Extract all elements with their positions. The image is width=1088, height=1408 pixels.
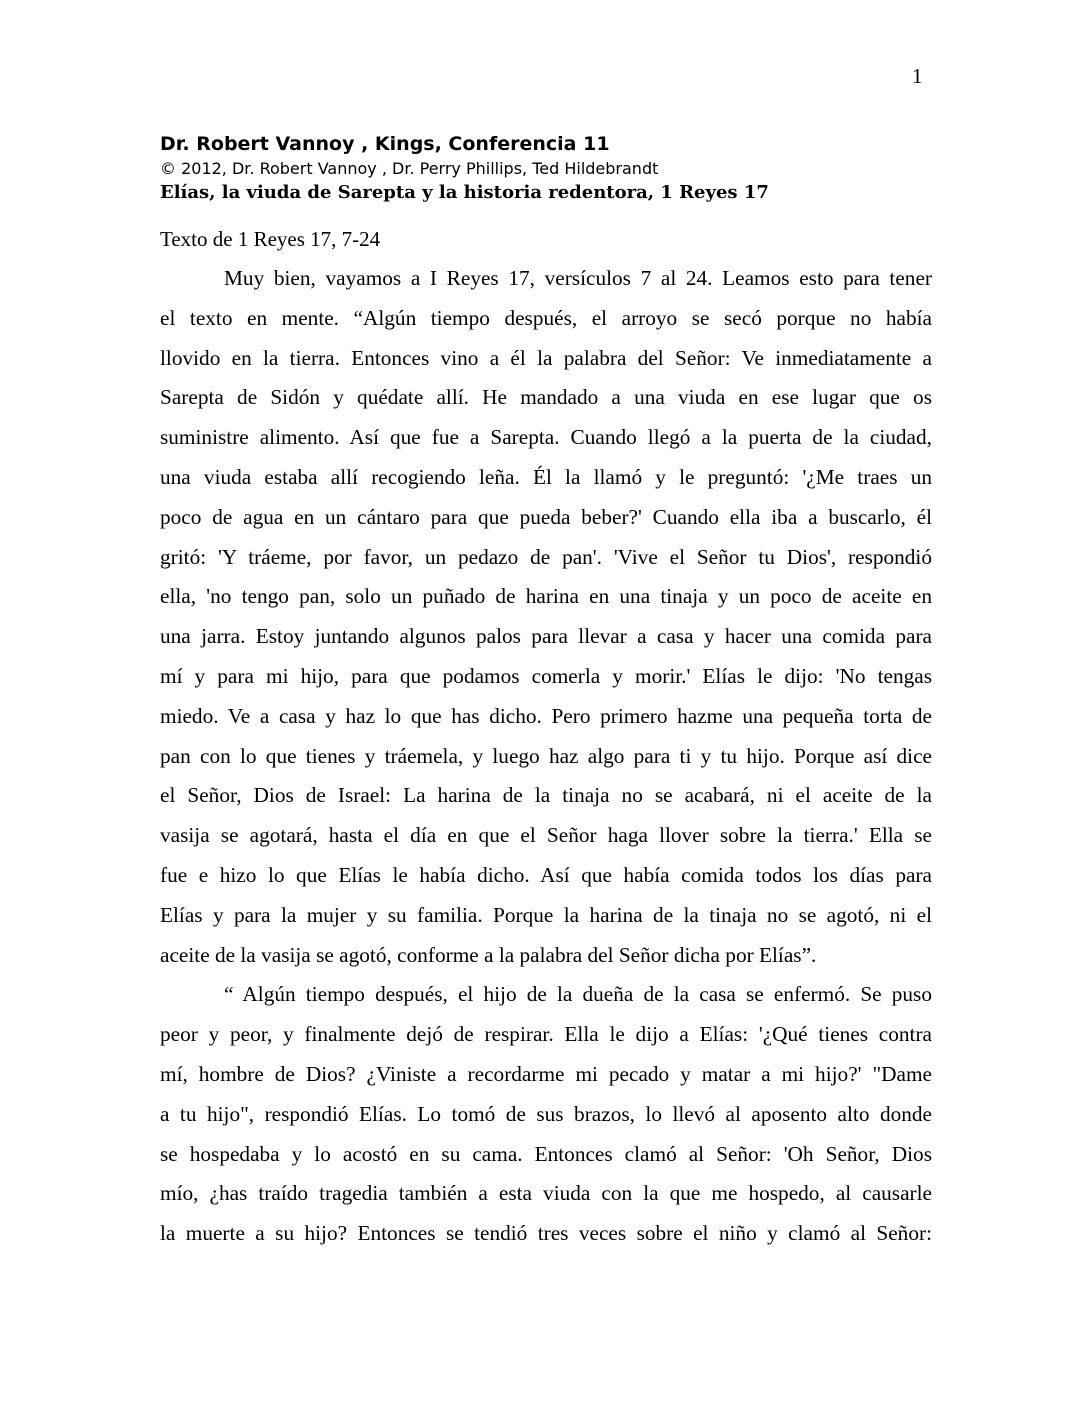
paragraph-line: se hospedaba y lo acostó en su cama. Entonces clamó al Señor: 'Oh Señor, Dios — [160, 1141, 932, 1166]
paragraph-line: Sarepta de Sidón y quédate allí. He mandado a una viuda en ese lugar que os — [160, 385, 932, 410]
paragraph-1 — [160, 259, 932, 975]
paragraph-line: poco de agua en un cántaro para que pueda beber?' Cuando ella iba a buscarlo, él — [160, 504, 932, 529]
paragraph-line: mí, hombre de Dios? ¿Viniste a recordarme mi pecado y matar a mi hijo?' "Dame — [160, 1061, 932, 1086]
copyright-line: © 2012, Dr. Robert Vannoy , Dr. Perry Phillips, Ted Hildebrandt — [160, 159, 659, 178]
paragraph-line: aceite de la vasija se agotó, conforme a la palabra del Señor dicha por Elías”. — [160, 942, 817, 967]
paragraph-line: a tu hijo", respondió Elías. Lo tomó de sus brazos, lo llevó al aposento alto donde — [160, 1101, 932, 1126]
paragraph-line: fue e hizo lo que Elías le había dicho. Así que había comida todos los días para — [160, 862, 932, 887]
page-number: 1 — [912, 64, 923, 88]
paragraph-line: una jarra. Estoy juntando algunos palos para llevar a casa y hacer una comida para — [160, 624, 932, 649]
paragraph-line: la muerte a su hijo? Entonces se tendió tres veces sobre el niño y clamó al Señor: — [160, 1221, 932, 1246]
paragraph-line: peor y peor, y finalmente dejó de respirar. Ella le dijo a Elías: '¿Qué tienes contra — [160, 1022, 932, 1047]
paragraph-line: miedo. Ve a casa y haz lo que has dicho. Pero primero hazme una pequeña torta de — [160, 703, 932, 728]
document-body — [160, 259, 932, 1254]
paragraph-line: Elías y para la mujer y su familia. Porque la harina de la tinaja no se agotó, ni el — [160, 902, 932, 927]
paragraph-2 — [160, 975, 932, 1254]
paragraph-line: ella, 'no tengo pan, solo un puñado de harina en una tinaja y un poco de aceite en — [160, 584, 932, 609]
paragraph-line: mío, ¿has traído tragedia también a esta viuda con la que me hospedo, al causarle — [160, 1181, 932, 1206]
paragraph-line: vasija se agotará, hasta el día en que el Señor haga llover sobre la tierra.' Ella se — [160, 823, 932, 848]
paragraph-line: “ Algún tiempo después, el hijo de la dueña de la casa se enfermó. Se puso — [224, 982, 932, 1007]
paragraph-line: el texto en mente. “Algún tiempo después, el arroyo se secó porque no había — [160, 305, 932, 330]
scripture-reference: Texto de 1 Reyes 17, 7-24 — [160, 227, 381, 251]
paragraph-line: suministre alimento. Así que fue a Sarepta. Cuando llegó a la puerta de la ciudad, — [160, 425, 932, 450]
paragraph-line: mí y para mi hijo, para que podamos comerla y morir.' Elías le dijo: 'No tengas — [160, 663, 932, 688]
paragraph-line: llovido en la tierra. Entonces vino a él la palabra del Señor: Ve inmediatamente a — [160, 345, 932, 370]
paragraph-line: el Señor, Dios de Israel: La harina de la tinaja no se acabará, ni el aceite de la — [160, 783, 932, 808]
paragraph-line: pan con lo que tienes y tráemela, y luego haz algo para ti y tu hijo. Porque así dice — [160, 743, 932, 768]
paragraph-line: Muy bien, vayamos a I Reyes 17, versículos 7 al 24. Leamos esto para tener — [224, 266, 932, 290]
document-header — [160, 130, 940, 206]
paragraph-line: gritó: 'Y tráeme, por favor, un pedazo de pan'. 'Vive el Señor tu Dios', respondió — [160, 544, 932, 569]
paragraph-line: una viuda estaba allí recogiendo leña. Él la llamó y le preguntó: '¿Me traes un — [160, 464, 932, 489]
document-title: Dr. Robert Vannoy , Kings, Conferencia 11 — [160, 133, 610, 155]
lecture-subtitle: Elías, la viuda de Sarepta y la historia redentora, 1 Reyes 17 — [160, 182, 769, 203]
